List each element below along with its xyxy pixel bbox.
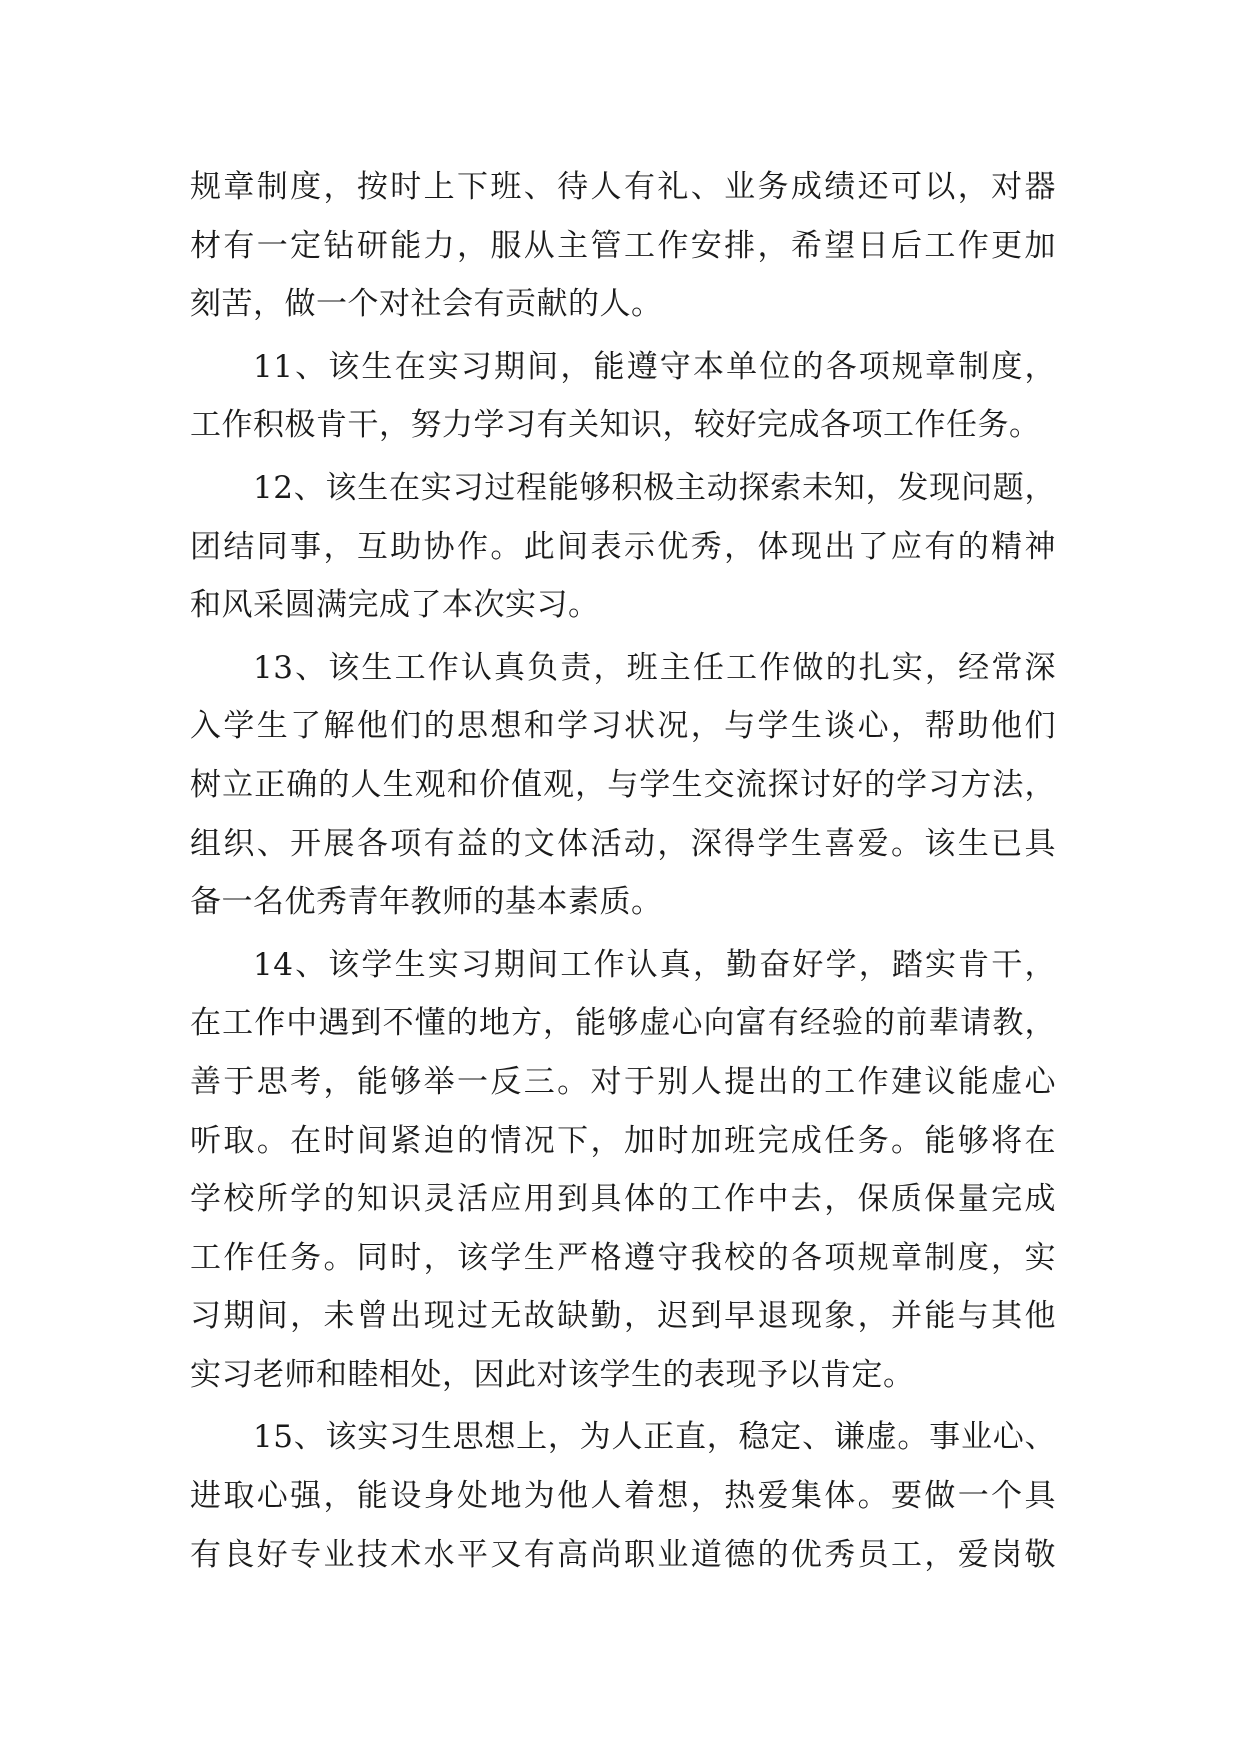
text-line: 规章制度，按时上下班、待人有礼、业务成绩还可以，对器 — [190, 169, 1056, 205]
paragraph-item-14 — [190, 936, 1056, 1405]
text-line: 12、该生在实习过程能够积极主动探索未知，发现问题， — [253, 469, 1056, 506]
paragraph-item-11 — [190, 338, 1056, 455]
body-text — [190, 158, 1056, 1584]
text-line: 团结同事，互助协作。此间表示优秀，体现出了应有的精神 — [190, 528, 1056, 565]
text-line: 材有一定钻研能力，服从主管工作安排，希望日后工作更加 — [190, 227, 1056, 264]
text-line: 14、该学生实习期间工作认真，勤奋好学，踏实肯干， — [253, 946, 1056, 983]
text-line: 学校所学的知识灵活应用到具体的工作中去，保质保量完成 — [190, 1181, 1056, 1218]
paragraph-item-15 — [190, 1408, 1056, 1584]
text-line: 工作任务。同时，该学生严格遵守我校的各项规章制度，实 — [190, 1239, 1056, 1276]
text-line: 备一名优秀青年教师的基本素质。 — [190, 884, 663, 921]
text-line: 有良好专业技术水平又有高尚职业道德的优秀员工，爱岗敬 — [190, 1536, 1056, 1573]
text-line: 听取。在时间紧迫的情况下，加时加班完成任务。能够将在 — [190, 1122, 1056, 1159]
text-line: 善于思考，能够举一反三。对于别人提出的工作建议能虚心 — [190, 1063, 1056, 1100]
text-line: 树立正确的人生观和价值观，与学生交流探讨好的学习方法， — [190, 766, 1056, 803]
text-line: 在工作中遇到不懂的地方，能够虚心向富有经验的前辈请教， — [190, 1005, 1056, 1042]
text-line: 11、该生在实习期间，能遵守本单位的各项规章制度， — [253, 348, 1056, 385]
text-line: 进取心强，能设身处地为他人着想，热爱集体。要做一个具 — [190, 1478, 1056, 1515]
text-line: 工作积极肯干，努力学习有关知识，较好完成各项工作任务。 — [190, 407, 1041, 444]
text-line: 刻苦，做一个对社会有贡献的人。 — [190, 286, 663, 323]
text-line: 15、该实习生思想上，为人正直，稳定、谦虚。事业心、 — [253, 1419, 1056, 1456]
paragraph-item-13 — [190, 639, 1056, 932]
paragraph-continued — [190, 158, 1056, 334]
text-line: 和风采圆满完成了本次实习。 — [190, 587, 600, 624]
text-line: 组织、开展各项有益的文体活动，深得学生喜爱。该生已具 — [190, 825, 1056, 862]
text-line: 13、该生工作认真负责，班主任工作做的扎实，经常深 — [253, 649, 1056, 686]
text-line: 习期间，未曾出现过无故缺勤，迟到早退现象，并能与其他 — [190, 1298, 1056, 1335]
text-line: 入学生了解他们的思想和学习状况，与学生谈心，帮助他们 — [190, 708, 1056, 745]
text-line: 实习老师和睦相处，因此对该学生的表现予以肯定。 — [190, 1356, 915, 1393]
paragraph-item-12 — [190, 459, 1056, 635]
